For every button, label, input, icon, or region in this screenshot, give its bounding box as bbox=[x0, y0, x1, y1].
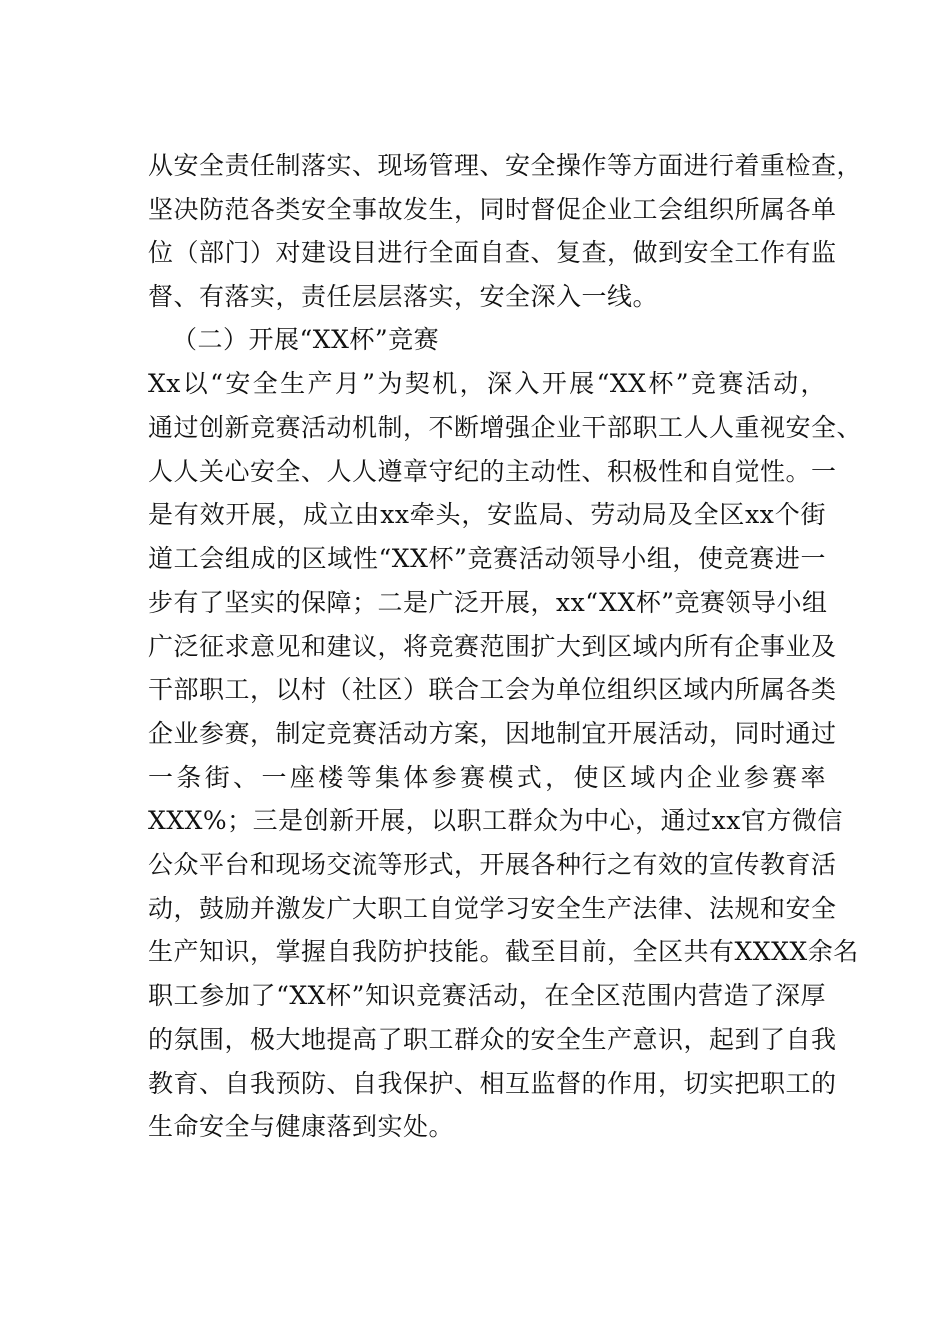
paragraph-line: XXX%；三是创新开展，以职工群众为中心，通过xx官方微信 bbox=[148, 806, 843, 835]
paragraph-line: 教育、自我预防、自我保护、相互监督的作用，切实把职工的 bbox=[148, 1069, 837, 1098]
paragraph-line: 位（部门）对建设目进行全面自查、复查，做到安全工作有监 bbox=[148, 238, 837, 267]
paragraph-line: 从安全责任制落实、现场管理、安全操作等方面进行着重检查， bbox=[148, 151, 863, 180]
paragraph-line: 生命安全与健康落到实处。 bbox=[148, 1112, 455, 1141]
paragraph-line: 步有了坚实的保障；二是广泛开展，xx“XX杯”竞赛领导小组 bbox=[148, 588, 828, 617]
paragraph-line: 是有效开展，成立由xx牵头，安监局、劳动局及全区xx个街 bbox=[148, 500, 826, 529]
paragraph-line: 道工会组成的区域性“XX杯”竞赛活动领导小组，使竞赛进一 bbox=[148, 544, 826, 573]
paragraph-line: Xx以“安全生产月”为契机，深入开展“XX杯”竞赛活动， bbox=[148, 369, 826, 398]
paragraph-line: 动，鼓励并激发广大职工自觉学习安全生产法律、法规和安全 bbox=[148, 894, 837, 923]
paragraph-line: 通过创新竞赛活动机制，不断增强企业干部职工人人重视安全、 bbox=[148, 413, 863, 442]
paragraph-line: 企业参赛，制定竞赛活动方案，因地制宜开展活动，同时通过 bbox=[148, 719, 837, 748]
paragraph-line: 人人关心安全、人人遵章守纪的主动性、积极性和自觉性。一 bbox=[148, 457, 837, 486]
paragraph-line: 的氛围，极大地提高了职工群众的安全生产意识，起到了自我 bbox=[148, 1025, 837, 1054]
paragraph-line: 坚决防范各类安全事故发生，同时督促企业工会组织所属各单 bbox=[148, 195, 837, 224]
paragraph-line: 干部职工，以村（社区）联合工会为单位组织区域内所属各类 bbox=[148, 675, 837, 704]
paragraph-line: 一条街、一座楼等集体参赛模式，使区域内企业参赛率 bbox=[148, 763, 826, 792]
paragraph-line: 职工参加了“XX杯”知识竞赛活动，在全区范围内营造了深厚 bbox=[148, 981, 826, 1010]
paragraph-line: 广泛征求意见和建议，将竞赛范围扩大到区域内所有企事业及 bbox=[148, 632, 837, 661]
paragraph-line: 督、有落实，责任层层落实，安全深入一线。 bbox=[148, 282, 659, 311]
section-heading: （二）开展“XX杯”竞赛 bbox=[172, 325, 440, 354]
paragraph-line: 公众平台和现场交流等形式，开展各种行之有效的宣传教育活 bbox=[148, 850, 837, 879]
paragraph-line: 生产知识，掌握自我防护技能。截至目前，全区共有XXXX余名 bbox=[148, 937, 859, 966]
